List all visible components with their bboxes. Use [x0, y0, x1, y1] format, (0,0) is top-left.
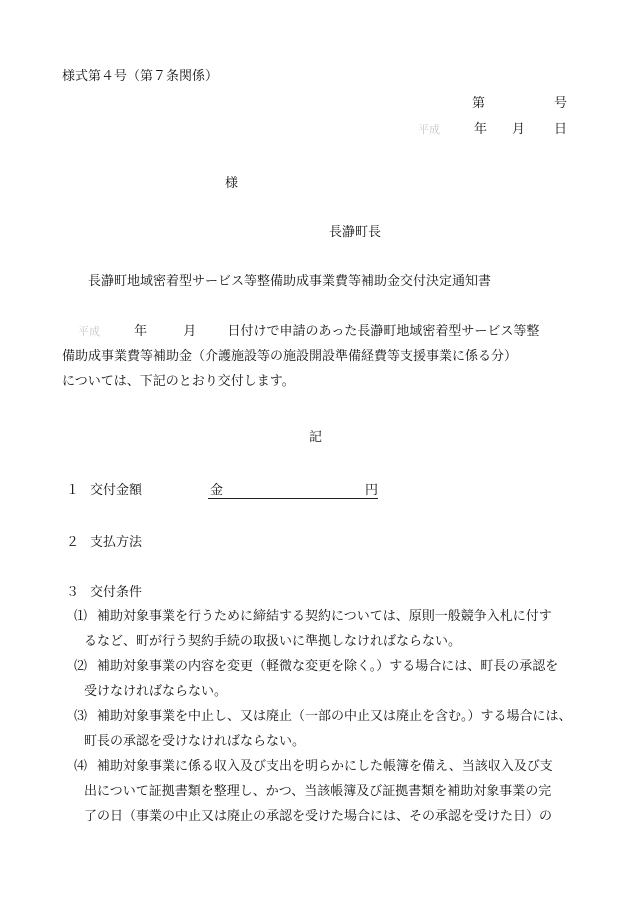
body-year: 年: [134, 324, 148, 339]
condition-4-line-3: 了の日（事業の中止又は廃止の承認を受けた場合には、その承認を受けた日）の: [84, 809, 553, 824]
addressee-honorific: 様: [225, 176, 239, 191]
ki-heading: 記: [309, 430, 323, 445]
era-faint-header: 平成: [418, 123, 440, 136]
condition-2-line-1: 補助対象事業の内容を変更（軽微な変更を除く。）する場合には、町長の承認を: [97, 659, 559, 674]
condition-1-line-2: るなど、町が行う契約手続の取扱いに準拠しなければならない。: [84, 634, 462, 649]
number-prefix: 第: [472, 96, 486, 111]
body-line-1: [62, 319, 582, 344]
amount-en: 円: [364, 483, 378, 498]
condition-2-line-2: 受けなければならない。: [84, 684, 228, 699]
item2-number: ２: [66, 535, 80, 550]
item1-number: １: [66, 483, 80, 498]
body-month: 月: [183, 324, 197, 339]
condition-4-number: ⑷: [74, 759, 88, 774]
sender-title: 長瀞町長: [329, 225, 382, 240]
condition-4-line-2: 出について証拠書類を整理し、かつ、当該帳簿及び証拠書類を補助対象事業の完: [84, 784, 552, 799]
condition-2-number: ⑵: [74, 659, 88, 674]
body-paragraph: [62, 319, 582, 394]
conditions-list: [74, 604, 584, 829]
condition-2: [74, 654, 584, 704]
condition-4: [74, 754, 584, 829]
condition-1-number: ⑴: [74, 609, 88, 624]
date-day: 日: [554, 122, 568, 137]
condition-3-line-1: 補助対象事業を中止し、又は廃止（一部の中止又は廃止を含む。）する場合には、: [97, 709, 572, 724]
condition-3: [74, 704, 584, 754]
document-title: 長瀞町地域密着型サービス等整備助成事業費等補助金交付決定通知書: [88, 274, 492, 289]
item1-label: 交付金額: [90, 483, 143, 498]
item3-label: 交付条件: [90, 585, 143, 600]
body-line-2: 備助成事業費等補助金（介護施設等の施設開設準備経費等支援事業に係る分）: [62, 349, 518, 364]
condition-3-number: ⑶: [74, 709, 88, 724]
item3-number: ３: [66, 585, 80, 600]
item2-label: 支払方法: [90, 535, 143, 550]
condition-1-line-1: 補助対象事業を行うために締結する契約については、原則一般競争入札に付す: [97, 609, 552, 624]
condition-4-line-1: 補助対象事業に係る収入及び支出を明らかにした帳簿を備え、当該収入及び支: [97, 759, 553, 774]
condition-3-line-2: 町長の承認を受けなければならない。: [84, 734, 306, 749]
date-year: 年: [474, 122, 488, 137]
amount-field: [208, 483, 378, 499]
form-label: 様式第４号（第７条関係）: [62, 69, 219, 84]
body-line-3: については、下記のとおり交付します。: [62, 374, 295, 389]
condition-1: [74, 604, 584, 654]
amount-kin: 金: [210, 483, 224, 498]
era-faint-body: 平成: [78, 325, 100, 338]
body-line1-rest: 日付けで申請のあった長瀞町地域密着型サービス等整: [227, 324, 540, 339]
date-month: 月: [512, 122, 526, 137]
number-suffix: 号: [554, 96, 568, 111]
